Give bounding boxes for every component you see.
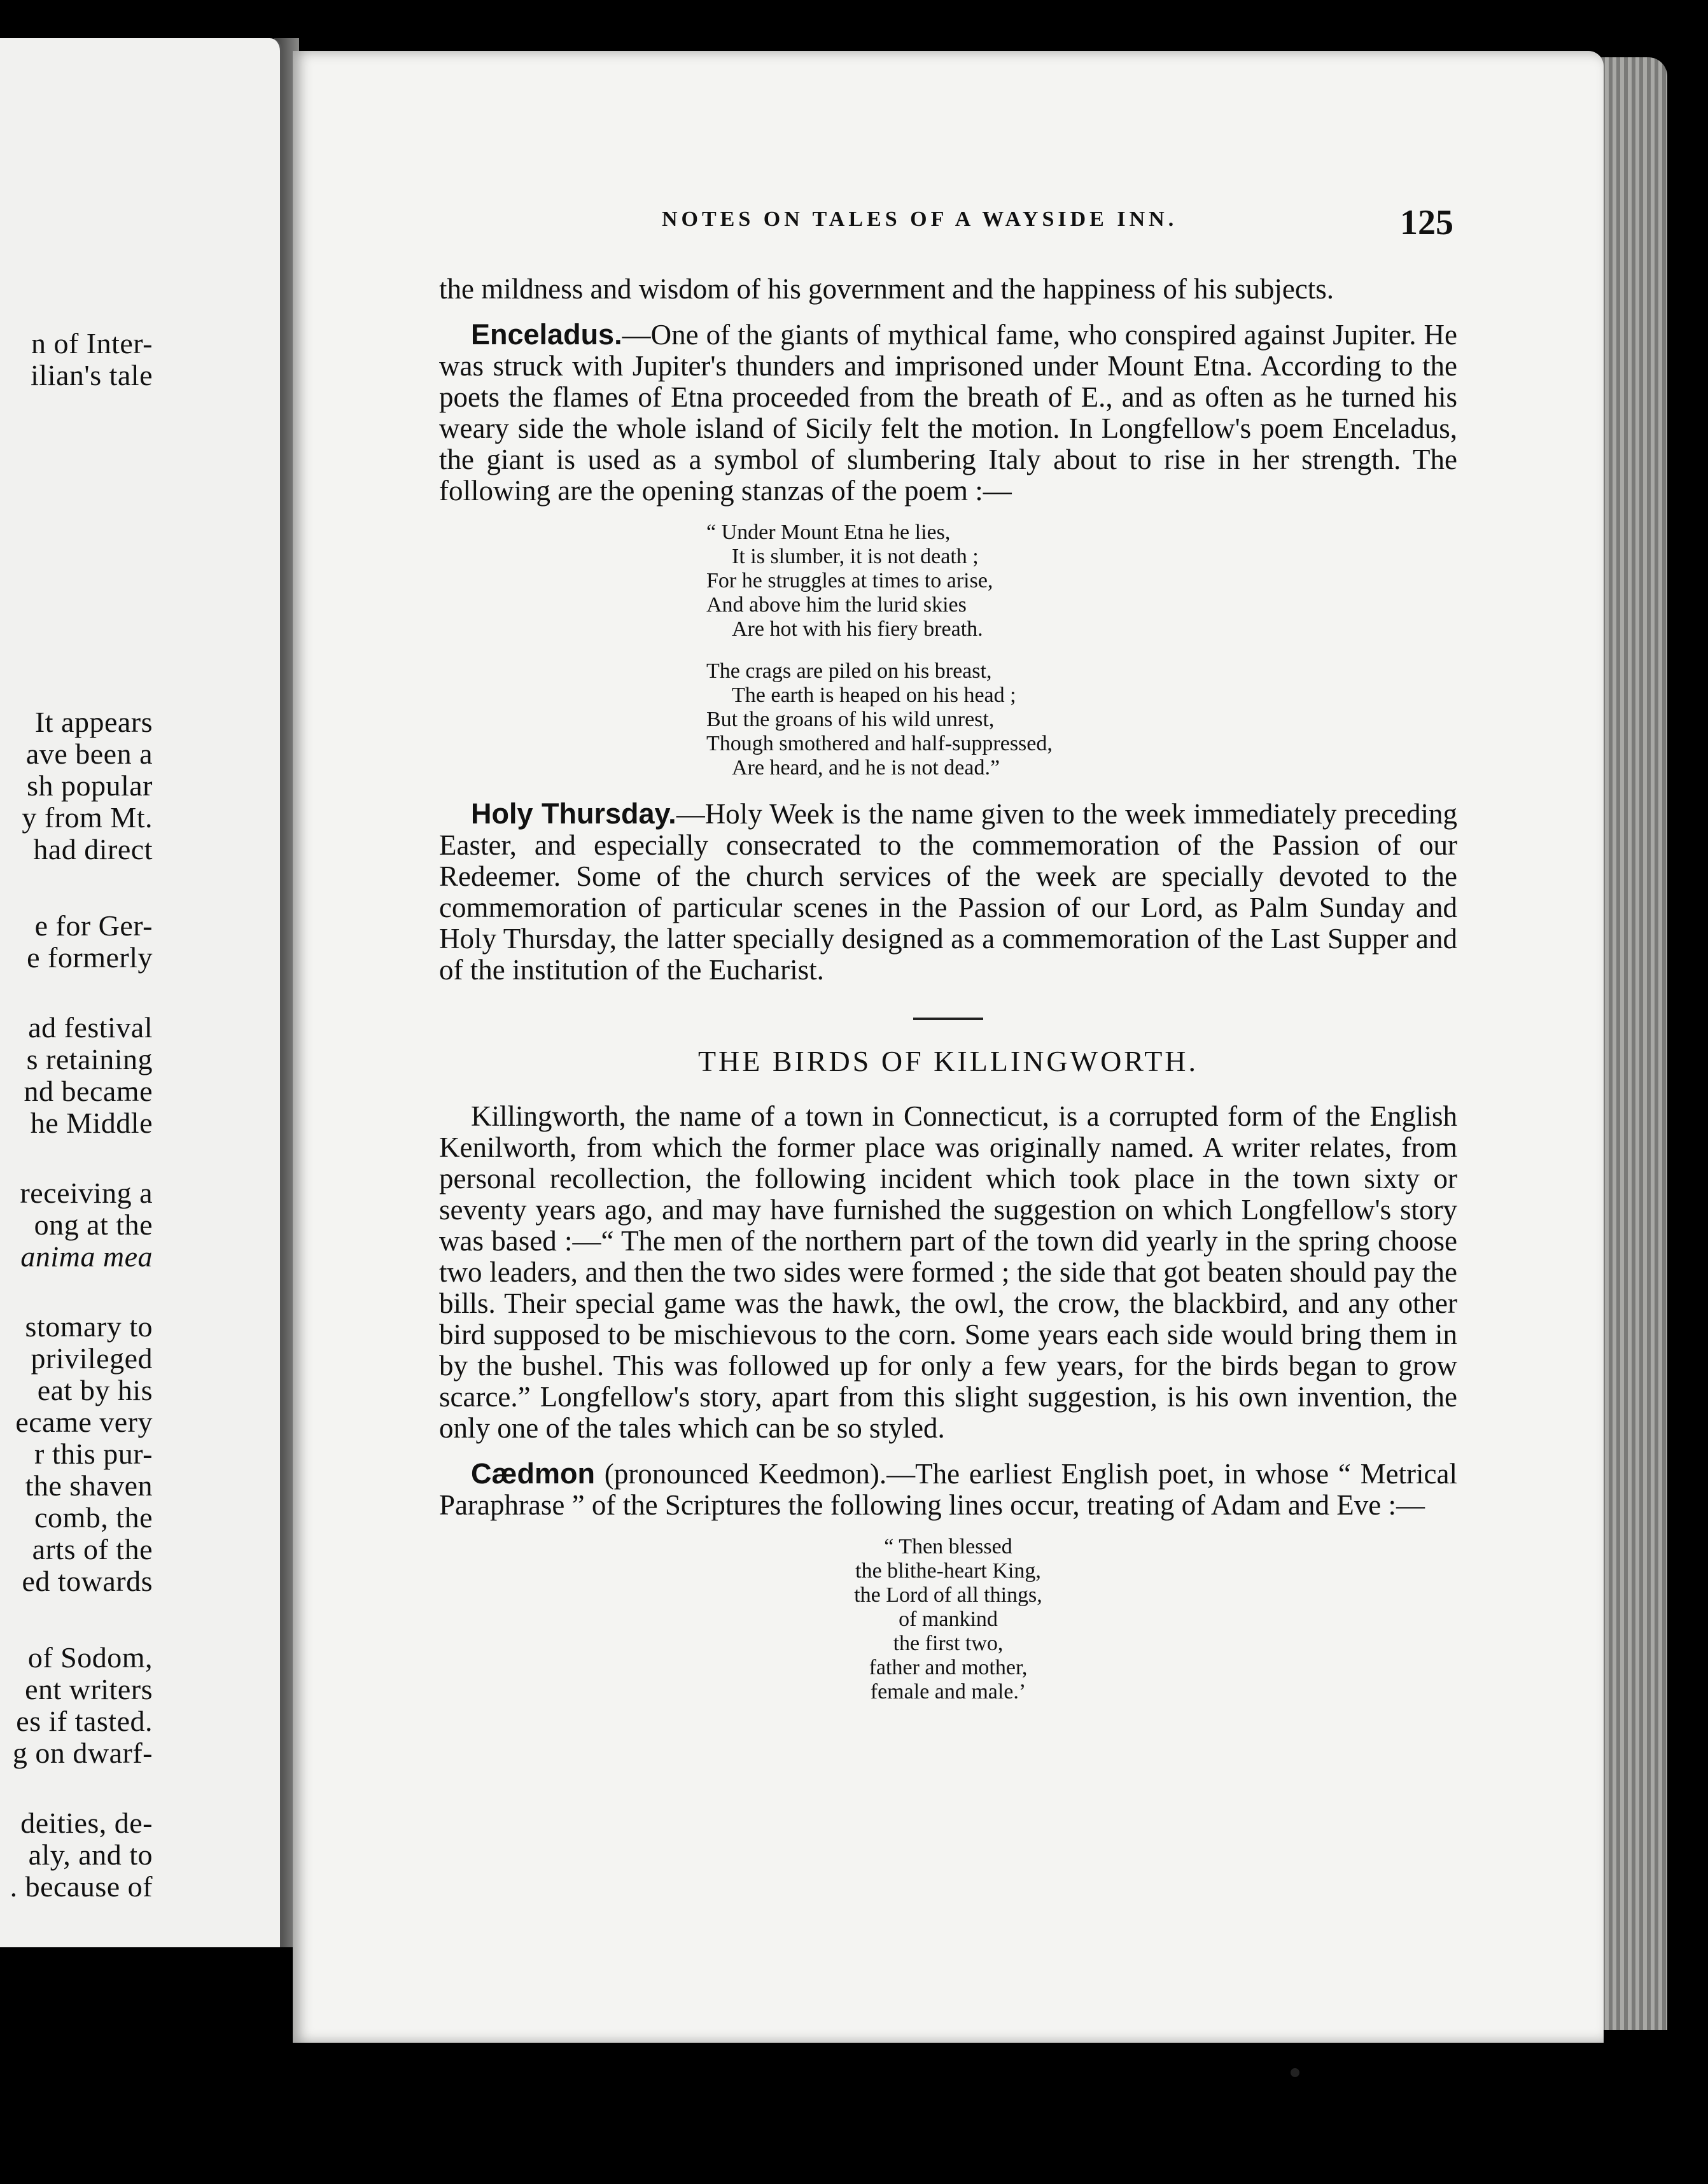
left-line: comb, the [34, 1501, 153, 1534]
left-line: ed towards [22, 1565, 153, 1597]
verse-line: It is slumber, it is not death ; [732, 545, 979, 568]
left-line: nd became [24, 1075, 153, 1107]
entry-term: Cædmon [471, 1457, 595, 1490]
left-line: he Middle [30, 1107, 153, 1139]
stanza [706, 659, 1457, 780]
verse-line: And above him the lurid skies [706, 593, 967, 617]
left-line: y from Mt. [22, 801, 153, 834]
verse-enceladus [439, 521, 1457, 780]
left-page [0, 38, 283, 1947]
page-number: 125 [1400, 203, 1453, 242]
entry-caedmon [439, 1458, 1457, 1521]
verse-line: the blithe-heart King, [855, 1559, 1041, 1583]
left-line: deities, de- [20, 1807, 153, 1839]
verse-line: Are hot with his fiery breath. [732, 617, 983, 641]
verse-line: female and male.’ [870, 1680, 1026, 1704]
left-line: eat by his [37, 1374, 153, 1406]
left-line: the shaven [25, 1469, 153, 1502]
verse-line: Though smothered and half-suppressed, [706, 732, 1053, 755]
entry-holy-thursday [439, 798, 1457, 986]
verse-line: the Lord of all things, [854, 1583, 1042, 1607]
verse-line: of mankind [899, 1607, 998, 1631]
section-divider [913, 1018, 983, 1020]
left-line: e for Ger- [34, 909, 153, 942]
verse-line: Are heard, and he is not dead.” [732, 756, 1000, 780]
verse-line: The earth is heaped on his head ; [732, 683, 1016, 707]
left-line: anima mea [20, 1240, 153, 1273]
left-line: aly, and to [28, 1838, 153, 1871]
entry-term: Enceladus. [471, 318, 622, 351]
left-line: n of Inter- [31, 327, 153, 360]
entry-text: —Holy Week is the name given to the week immediately preceding Easter, and especially consecrated to the commemoration of the Passion of our Redeemer. Some of the church services of the week are specially devoted to the commemoration of particular scenes in the Passion of our Lord, as Palm Sunday and Holy Thursday, the latter specially designed as a commemoration of the Last Supper and of the institution of the Eucharist. [439, 798, 1457, 986]
entry-text: (pronounced Keedmon).—The earliest English poet, in whose “ Metrical Paraphrase ” of the Scriptures the following lines occur, treating of Adam and Eve :— [439, 1458, 1457, 1521]
left-line: ecame very [15, 1406, 153, 1438]
section-title: THE BIRDS OF KILLINGWORTH. [697, 1045, 1199, 1077]
entry-enceladus [439, 319, 1457, 507]
left-line: ad festival [28, 1011, 153, 1044]
stanza [706, 521, 1457, 641]
left-line: had direct [33, 833, 153, 865]
page-body [439, 274, 1457, 1704]
running-head: NOTES ON TALES OF A WAYSIDE INN. [662, 207, 1178, 231]
verse-line: “ Then blessed [884, 1535, 1012, 1558]
ink-dot [1291, 2068, 1299, 2077]
left-line: privileged [31, 1342, 153, 1375]
paragraph-killingworth: Killingworth, the name of a town in Connecticut, is a corrupted form of the English Kenilworth, from which the former place was originally named. A writer relates, from personal recollection, the following incident which took place in the town sixty or seventy years ago, and may have furnished the suggestion on which Longfellow's story was based :—“ The men of the northern part of the town did yearly in the spring choose two leaders, and then the two sides were formed ; the side that got beaten should pay the bills. Their special game was the hawk, the owl, the crow, the blackbird, and any other bird supposed to be mischievous to the corn. Some years each side would bring them in by the bushel. This was followed up for only a few years, for the birds began to grow scarce.” Longfellow's story, apart from this slight suggestion, is his own invention, the only one of the tales which can be so styled. [439, 1100, 1457, 1444]
entry-term: Holy Thursday. [471, 797, 676, 830]
verse-caedmon [439, 1535, 1457, 1704]
left-line: es if tasted. [16, 1705, 153, 1737]
left-line: stomary to [25, 1310, 153, 1343]
left-line: r this pur- [34, 1438, 153, 1470]
left-line: s retaining [26, 1043, 153, 1075]
verse-line: the first two, [893, 1632, 1004, 1655]
left-line: ong at the [34, 1208, 153, 1241]
left-line: . because of [10, 1870, 153, 1903]
left-line: ilian's tale [31, 359, 153, 391]
left-line: e formerly [27, 941, 153, 974]
verse-line: The crags are piled on his breast, [706, 659, 992, 683]
entry-text: —One of the giants of mythical fame, who conspired against Jupiter. He was struck with Jupiter's thunders and imprisoned under Mount Etna. According to the poets the flames of Etna proceeded from the breath of E., and as often as he turned his weary side the whole island of Sicily felt the motion. In Longfellow's poem Enceladus, the giant is used as a symbol of slumbering Italy about to rise in her strength. The following are the opening stanzas of the poem :— [439, 319, 1457, 507]
paragraph-continuation: the mildness and wisdom of his government and the happiness of his subjects. [439, 273, 1334, 305]
verse-line: But the groans of his wild unrest, [706, 708, 995, 731]
left-line: sh popular [27, 769, 153, 802]
left-line: ent writers [25, 1673, 153, 1705]
verse-line: For he struggles at times to arise, [706, 569, 993, 592]
left-line: It appears [34, 706, 153, 738]
verse-line: father and mother, [869, 1656, 1028, 1679]
left-line: ave been a [25, 738, 153, 770]
left-line: g on dwarf- [12, 1737, 153, 1769]
left-line: arts of the [32, 1533, 153, 1565]
left-line: of Sodom, [27, 1641, 153, 1674]
left-line: receiving a [20, 1177, 153, 1209]
verse-line: “ Under Mount Etna he lies, [706, 521, 951, 544]
